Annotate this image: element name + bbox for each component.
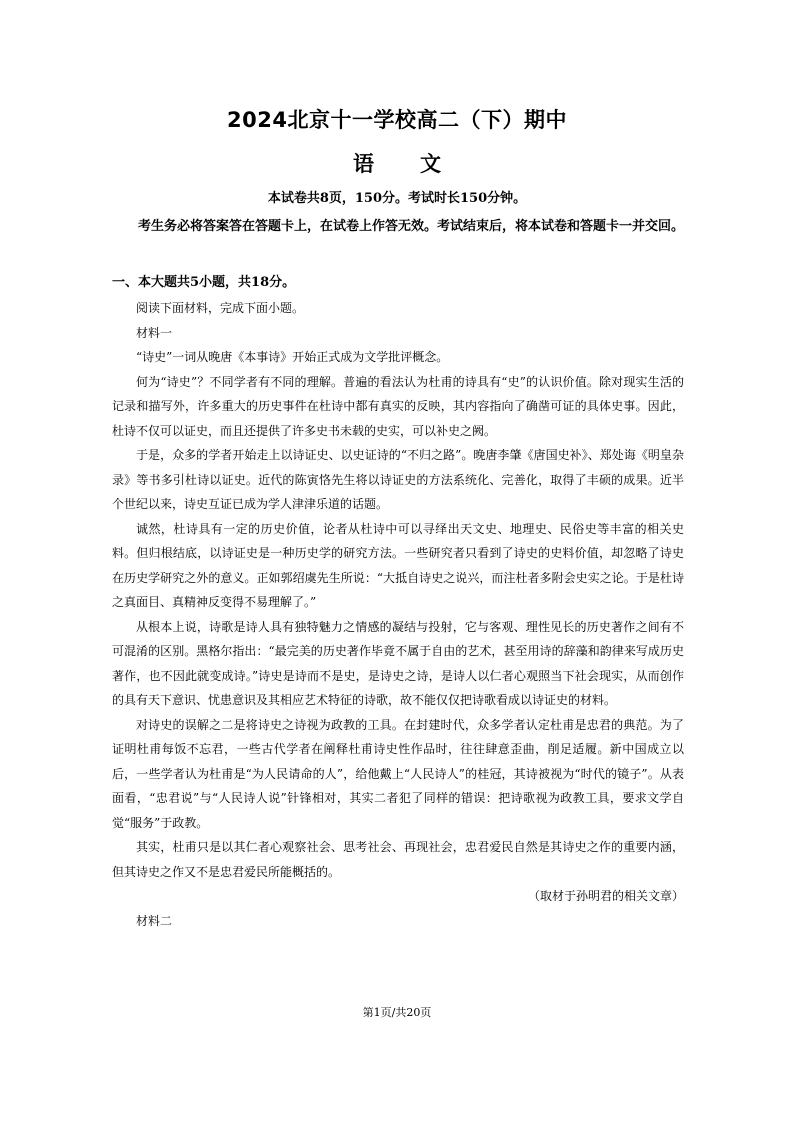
subject-char-left: 语 <box>353 152 374 176</box>
page-number: 第1页/共20页 <box>362 1006 432 1019</box>
page-title: 2024北京十一学校高二（下）期中 <box>227 108 567 132</box>
paragraph: 何为“诗史”？不同学者有不同的理解。普遍的看法认为杜甫的诗具有“史”的认识价值。除对现实生活的记录和描写外，许多重大的历史事件在杜诗中都有真实的反映，其内容指向了确凿可证的具体史事。因此，杜诗不仅可以证史，而且还提供了许多史书未载的史实，可以补史之阙。 <box>112 374 684 438</box>
paragraph: 从根本上说，诗歌是诗人具有独特魅力之情感的凝结与投射，它与客观、理性见长的历史著作之间有不可混淆的区别。黑格尔指出：“最完美的历史著作毕竟不属于自由的艺术，甚至用诗的辞藻和韵律来写成历史著作，也不因此就变成诗。”诗史是诗而不是史，是诗史之诗，是诗人以仁者心观照当下社会现实，从而创作的具有天下意识、忧患意识及其相应艺术特征的诗歌，故不能仅仅把诗歌看成以诗证史的材料。 <box>112 619 684 707</box>
exam-notice: 考生务必将答案答在答题卡上，在试卷上作答无效。考试结束后，将本试卷和答题卡一并交回。 <box>138 219 685 234</box>
subject-char-right: 文 <box>420 152 441 176</box>
paragraph: “诗史”一词从晚唐《本事诗》开始正式成为文学批评概念。 <box>136 350 449 364</box>
material-label: 材料一 <box>136 325 173 340</box>
material-label: 材料二 <box>136 913 173 928</box>
subject-heading <box>0 148 794 178</box>
paragraph: 诚然，杜诗具有一定的历史价值，论者从杜诗中可以寻绎出天文史、地理史、民俗史等丰富的相关史料。但归根结底，以诗证史是一种历史学的研究方法。一些研究者只看到了诗史的史料价值，却忽略了诗史在历史学研究之外的意义。正如郭绍虞先生所说：“大抵自诗史之说兴，而注杜者多附会史实之论。于是杜诗之真面目、真精神反变得不易理解了。” <box>112 521 684 609</box>
passage-body <box>112 296 684 933</box>
source-citation: （取材于孙明君的相关文章） <box>527 889 684 903</box>
instruction-text: 阅读下面材料，完成下面小题。 <box>136 301 305 315</box>
paragraph: 于是，众多的学者开始走上以诗证史、以史证诗的“不归之路”。晚唐李肇《唐国史补》、郑处诲《明皇杂录》等书多引杜诗以证史。近代的陈寅恪先生将以诗证史的方法系统化、完善化，取得了丰硕的成果。近半个世纪以来，诗史互证已成为学人津津乐道的话题。 <box>112 448 684 511</box>
exam-meta: 本试卷共8页，150分。考试时长150分钟。 <box>267 191 527 206</box>
paragraph: 对诗史的误解之二是将诗史之诗视为政教的工具。在封建时代，众多学者认定杜甫是忠君的典范。为了证明杜甫每饭不忘君，一些古代学者在阐释杜甫诗史性作品时，往往肆意歪曲，削足适履。新中国成立以后，一些学者认为杜甫是“为人民请命的人”，给他戴上“人民诗人”的桂冠，其诗被视为“时代的镜子”。从表面看，“忠君说”与“人民诗人说”针锋相对，其实二者犯了同样的错误：把诗歌视为政教工具，要求文学自觉“服务”于政教。 <box>112 717 684 830</box>
paragraph: 其实，杜甫只是以其仁者心观察社会、思考社会、再现社会，忠君爱民自然是其诗史之作的重要内涵，但其诗史之作又不是忠君爱民所能概括的。 <box>112 840 684 879</box>
section-heading: 一、本大题共5小题，共18分。 <box>112 275 296 290</box>
